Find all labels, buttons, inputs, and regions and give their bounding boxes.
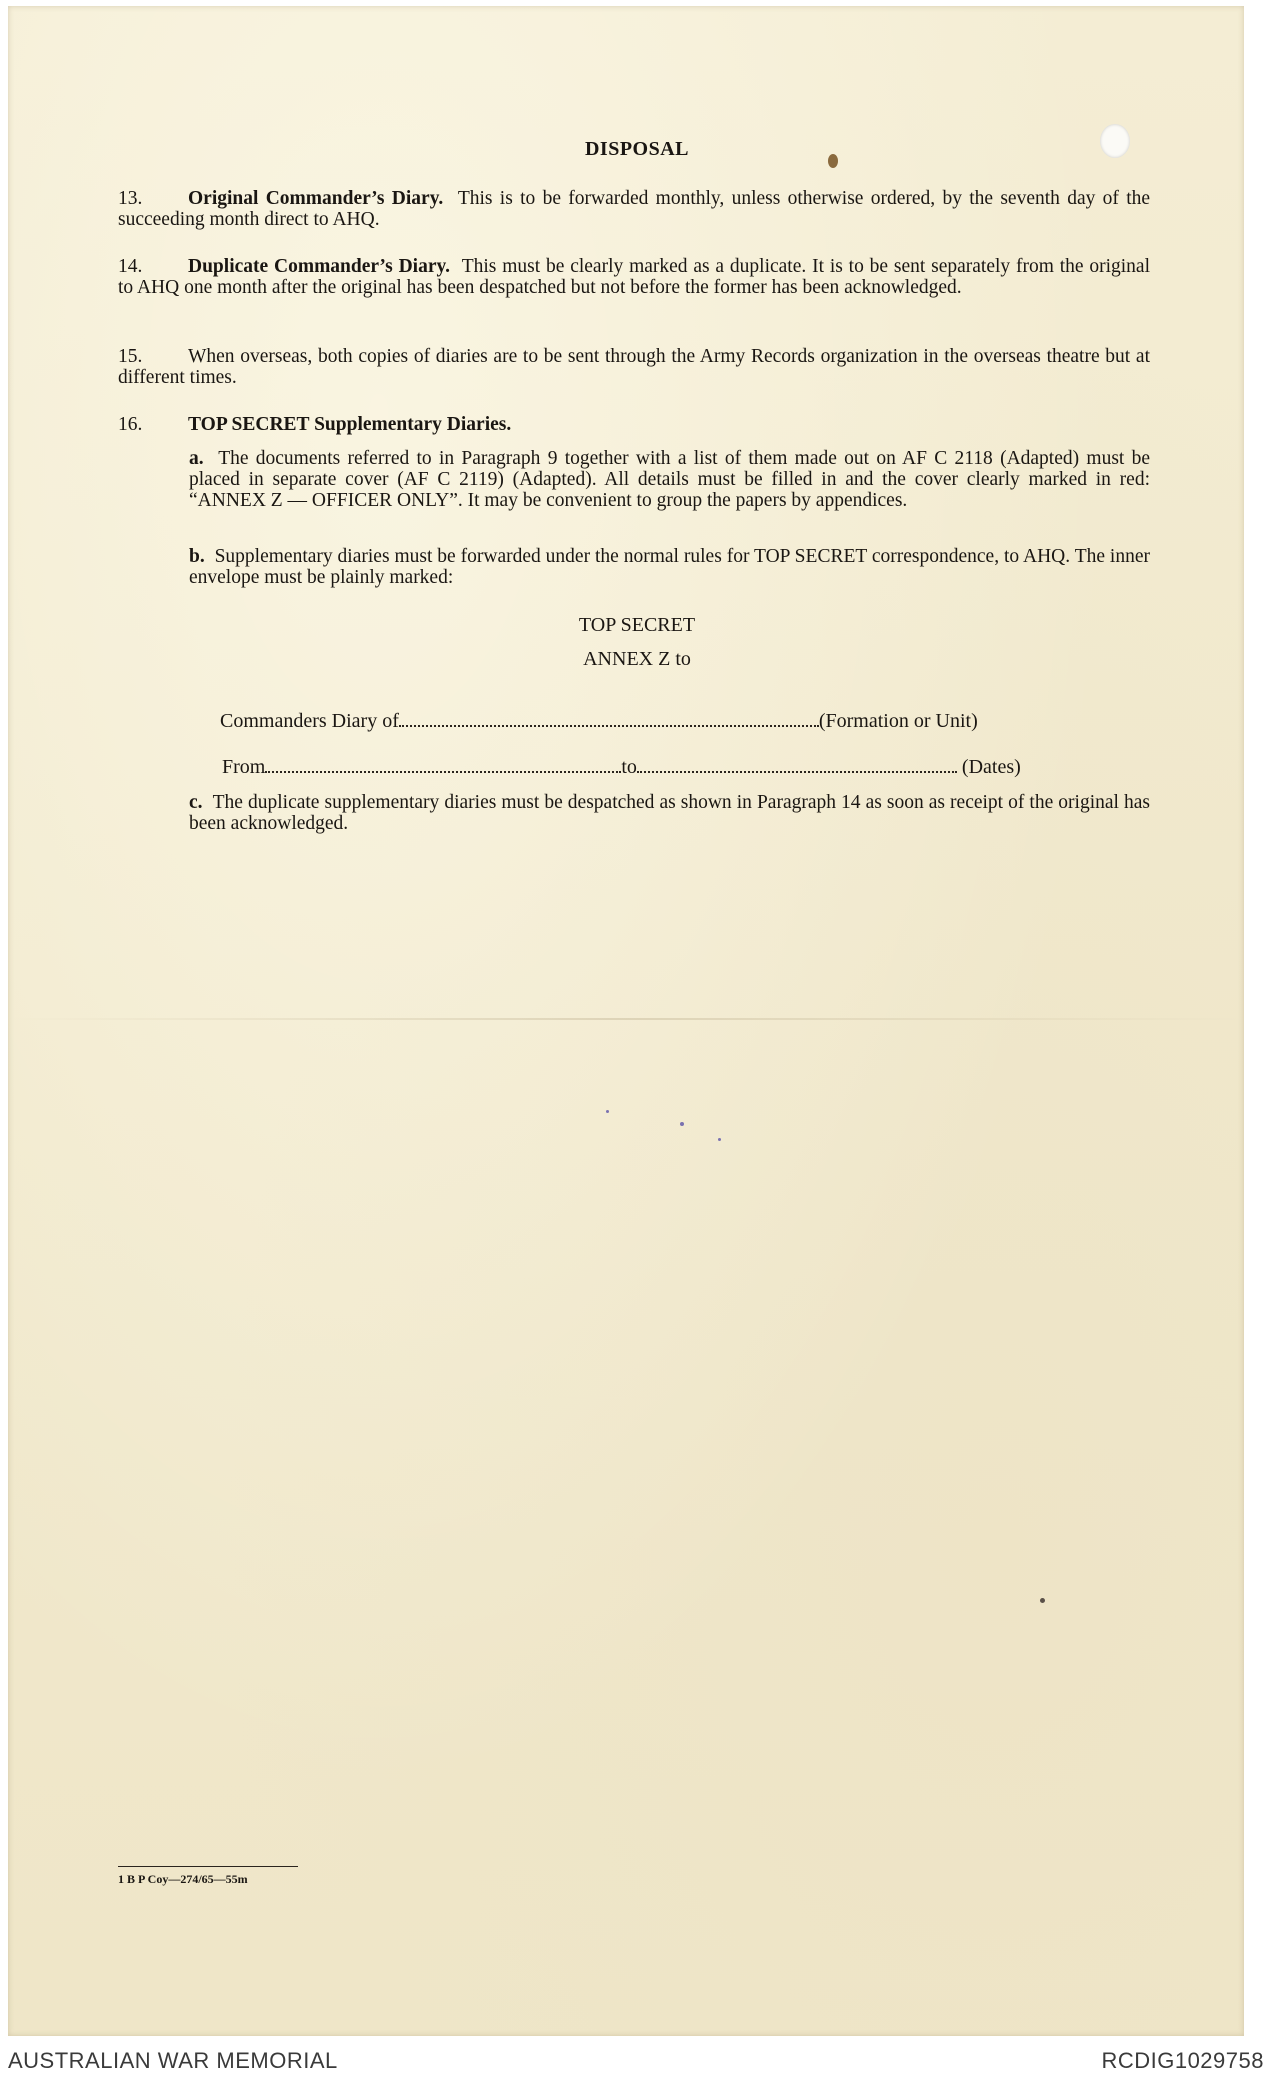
subparagraph-text: The documents referred to in Paragraph 9 together with a list of them made out on AF C 2118 (Adapted) must be placed in separate cover (AF C 2119) (Adapted). All details must be filled in and the cover clearly marked in red: “ANNEX Z — OFFICER ONLY”. It may be convenient to group the papers by appendices.	[189, 448, 1151, 511]
paragraph-title: Original Commander’s Diary.	[188, 188, 444, 209]
subparagraph-label: a.	[189, 448, 204, 469]
paragraph-number: 14.	[118, 256, 143, 277]
marking-annex-z: ANNEX Z to	[583, 648, 691, 670]
form-line-dates	[222, 756, 1021, 779]
paragraph-title: TOP SECRET Supplementary Diaries.	[188, 414, 512, 435]
footnote-rule	[118, 1866, 298, 1867]
subparagraph-text: Supplementary diaries must be forwarded under the normal rules for TOP SECRET correspondence, to AHQ. The inner envelope must be plainly marked:	[189, 546, 1150, 588]
section-heading: DISPOSAL	[584, 138, 690, 160]
paragraph-13	[118, 188, 1150, 230]
subparagraph-a	[189, 448, 1150, 511]
form-line-diary	[220, 710, 978, 733]
paragraph-14	[118, 256, 1150, 298]
paragraph-text: This must be clearly marked as a duplicate. It is to be sent separately from the original to AHQ one month after the original has been despatched but not before the former has been acknowledged.	[118, 256, 1151, 298]
form-label: From	[222, 756, 266, 778]
ink-speck	[718, 1138, 721, 1141]
paragraph-text: This is to be forwarded monthly, unless otherwise ordered, by the seventh day of the succeeding month direct to AHQ.	[118, 188, 1151, 230]
subparagraph-label: c.	[189, 792, 203, 813]
paragraph-15	[118, 346, 1150, 388]
paragraph-text: When overseas, both copies of diaries are to be sent through the Army Records organization in the overseas theatre but at different times.	[118, 346, 1150, 388]
form-label: to	[621, 756, 637, 778]
blank-line	[265, 757, 621, 773]
printer-note: 1 B P Coy—274/65—55m	[118, 1872, 248, 1886]
paragraph-number: 13.	[118, 188, 143, 209]
paragraph-title: Duplicate Commander’s Diary.	[188, 256, 451, 277]
blank-line	[399, 711, 819, 727]
subparagraph-label: b.	[189, 546, 205, 567]
subparagraph-text: The duplicate supplementary diaries must be despatched as shown in Paragraph 14 as soon as receipt of the original has been acknowledged.	[189, 792, 1150, 834]
footer-id: RCDIG1029758	[1101, 2048, 1264, 2073]
form-label: Commanders Diary of	[220, 710, 399, 732]
form-suffix: (Formation or Unit)	[818, 710, 978, 732]
ink-speck	[680, 1122, 684, 1126]
ink-speck	[1040, 1598, 1045, 1603]
form-suffix: (Dates)	[961, 756, 1021, 778]
subparagraph-b	[189, 546, 1150, 588]
ink-speck	[606, 1110, 609, 1113]
document-page	[8, 6, 1244, 2036]
subparagraph-c	[189, 792, 1150, 834]
paragraph-number: 16.	[118, 414, 143, 435]
paragraph-number: 15.	[118, 346, 143, 367]
paper-fold	[8, 1018, 1244, 1020]
marking-top-secret: TOP SECRET	[578, 614, 696, 636]
blank-line	[637, 757, 957, 773]
paragraph-16	[118, 414, 1150, 435]
footer-source: AUSTRALIAN WAR MEMORIAL	[8, 2048, 338, 2073]
